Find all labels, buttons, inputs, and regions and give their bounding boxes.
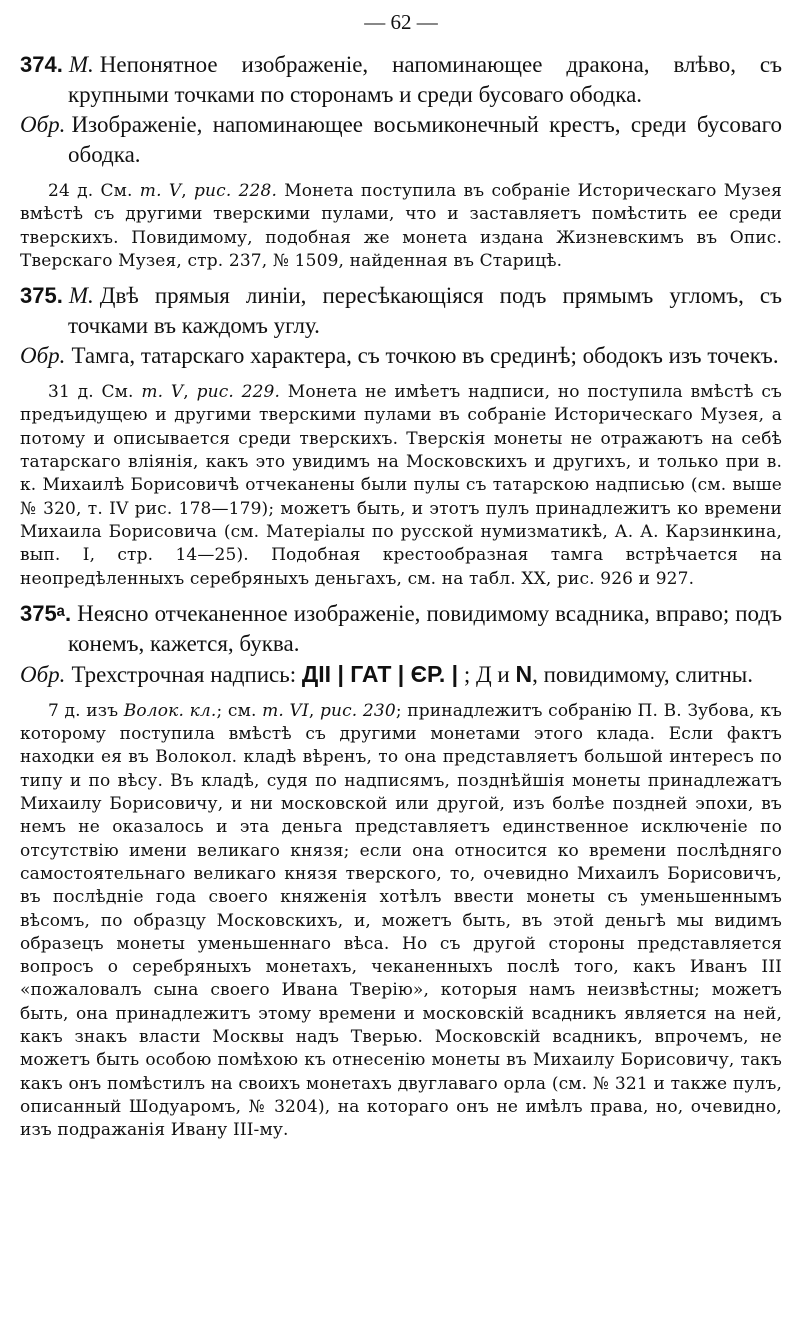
note-text: Монета не имѣетъ надписи, но поступила вмѣстѣ съ предъидущею и другими тверскими пулами въ собранiе Историческаго Музея, а потому и описывается среди тверскихъ. Тверскiя монеты не отражаютъ на себѣ татарскаго влiянiя, какъ это увидимъ на Московскихъ и другихъ, и только при в. к. Михаилѣ Борисовичѣ отчеканены были пулы съ татарскою надписью (см. выше № 320, т. IV рис. 178—179); можетъ быть, и этотъ пулъ принадлежитъ ко времени Михаила Борисовича (см. Матерiалы по русской нумизматикѣ, А. А. Карзинкина, вып. I, стр. 14—25). Подобная крестообразная тамга встрѣчается на неопредѣленныхъ серебряныхъ деньгахъ, см. на табл. XX, рис. 926 и 927. [20,382,783,589]
note-table-ref: т. V [139,181,182,201]
entry-374-reverse [20,110,782,170]
note-text: Монета поступила въ собранiе Историческаго Музея вмѣстѣ съ другими тверскими пулами, что и заставляетъ помѣстить ее среди тверскихъ. Повидимому, подобная же монета издана Жизневскимъ въ Опис. Тверскаго Музея, стр. 237, № 1509, найденная въ Старицѣ. [20,181,782,271]
inscription-text: ДII | ГАТ | ЄР. | [301,660,459,687]
reverse-description-start: Трехстрочная надпись: [71,661,297,687]
obverse-description: Непонятное изображенiе, напоминающее дракона, влѣво, съ крупными точками по сторонамъ и среди бусоваго ободка. [68,52,782,107]
reverse-label: Обр. [20,343,66,369]
document-page [20,0,782,1143]
entry-375-note: 31 д. См. т. V, рис. 229. Монета не имѣетъ надписи, но поступила вмѣстѣ съ предъидущею и другими тверскими пулами въ собранiе Историческаго Музея, а потому и описывается среди тверскихъ. Тверскiя монеты не отражаютъ на себѣ татарскаго влiянiя, какъ это увидимъ на Московскихъ и другихъ, и только при в. к. Михаилѣ Борисовичѣ отчеканены были пулы съ татарскою надписью (см. выше № 320, т. IV рис. 178—179); можетъ быть, и этотъ пулъ принадлежитъ ко времени Михаила Борисовича (см. Матерiалы по русской нумизматикѣ, А. А. Карзинкина, вып. I, стр. 14—25). Подобная крестообразная тамга встрѣчается на неопредѣленныхъ серебряныхъ деньгахъ, см. на табл. XX, рис. 926 и 927. [20,382,783,589]
note-separator: , [308,700,315,721]
reverse-description: Тамга, татарскаго характера, съ точкою въ срединѣ; ободокъ изъ точекъ. [71,343,779,369]
note-figure-ref: рис. 229. [196,382,281,403]
reverse-label: Обр. [20,112,66,137]
note-separator: ; см. [216,700,257,721]
note-table-ref: т. VI [262,700,309,721]
note-hoard-ref: Волок. кл. [123,700,217,721]
reverse-description-mid: ; Д и [463,661,510,687]
note-table-ref: т. V [141,382,184,403]
note-weight: 7 д. изъ [48,700,119,721]
reverse-label: Обр. [20,661,66,687]
page-number: — 62 — [364,10,438,34]
entry-374-obverse [20,50,782,110]
inscription-letter: N [515,660,533,687]
note-figure-ref: рис. 228. [194,181,278,201]
obverse-label: М. [68,52,94,77]
obverse-description: Неясно отчеканенное изображенiе, повидимому всадника, вправо; подъ конемъ, кажется, буква. [68,600,782,656]
entry-number: 374. [20,52,63,77]
entry-375a-note [20,700,782,1143]
reverse-description: Изображенiе, напоминающее восьмиконечный крестъ, среди бусоваго ободка. [68,112,782,167]
note-text: ; принадлежитъ собранiю П. В. Зубова, къ которому поступила вмѣстѣ съ другими монетами этого клада. Если фактъ находки ея въ Волокол. кладѣ вѣренъ, то она представляетъ большой интересъ по типу и по вѣсу. Въ кладѣ, судя по надписямъ, позднѣйшiя монеты принадлежатъ Михаилу Борисовичу, и ни московской или другой, изъ болѣе поздней эпохи, въ немъ не оказалось и эта деньга представляетъ единственное исключенiе по отсутствiю имени великаго князя; если она относится ко времени послѣдняго самостоятельнаго великаго князя тверского, то, очевидно Михаилъ Борисовичъ, въ послѣднiе года своего княженiя хотѣлъ ввести монеты съ уменьшеннымъ вѣсомъ, по образцу Московскихъ, и, можетъ быть, въ этой деньгѣ мы видимъ образецъ монеты уменьшеннаго вѣса. Но съ другой стороны представляется вопросъ о серебряныхъ монетахъ, чеканенныхъ послѣ того, какъ Иванъ III «пожаловалъ сына своего Ивана Тверiю», которыя намъ неизвѣстны; можетъ быть, она принадлежитъ этому времени и московскiй всадникъ является на ней, какъ знакъ власти Москвы надъ Тверью. Московскiй всадникъ, впрочемъ, не можетъ быть особою помѣхою къ отнесенiю монеты въ Михаилу Борисовичу, такъ какъ онъ помѣстилъ на своихъ монетахъ двуглаваго орла (см. № 321 и также пулъ, описанный Шодуаромъ, № 3204), на котораго онъ не имѣлъ права, но, очевидно, изъ подражанiя Ивану III-му. [20,700,782,1141]
entry-375a-obverse [20,599,782,659]
entry-374-note: 24 д. См. т. V, рис. 228. Монета поступила въ собранiе Историческаго Музея вмѣстѣ съ другими тверскими пулами, что и заставляетъ помѣстить ее среди тверскихъ. Повидимому, подобная же монета издана Жизневскимъ въ Опис. Тверскаго Музея, стр. 237, № 1509, найденная въ Старицѣ. [20,181,782,271]
entry-375-obverse [20,281,782,341]
reverse-description-end: , повидимому, слитны. [532,661,753,687]
obverse-label: М. [68,283,94,309]
note-weight: 31 д. См. [48,382,134,403]
entry-number: 375. [20,283,63,309]
obverse-description: Двѣ прямыя линiи, пересѣкающiяся подъ прямымъ угломъ, съ точками въ каждомъ углу. [68,283,782,339]
entry-375-reverse [20,341,782,371]
entry-375a-reverse [20,659,782,690]
note-figure-ref: рис. 230 [319,700,396,721]
entry-number: 375ᵃ. [20,600,72,626]
note-weight: 24 д. См. [48,181,133,201]
